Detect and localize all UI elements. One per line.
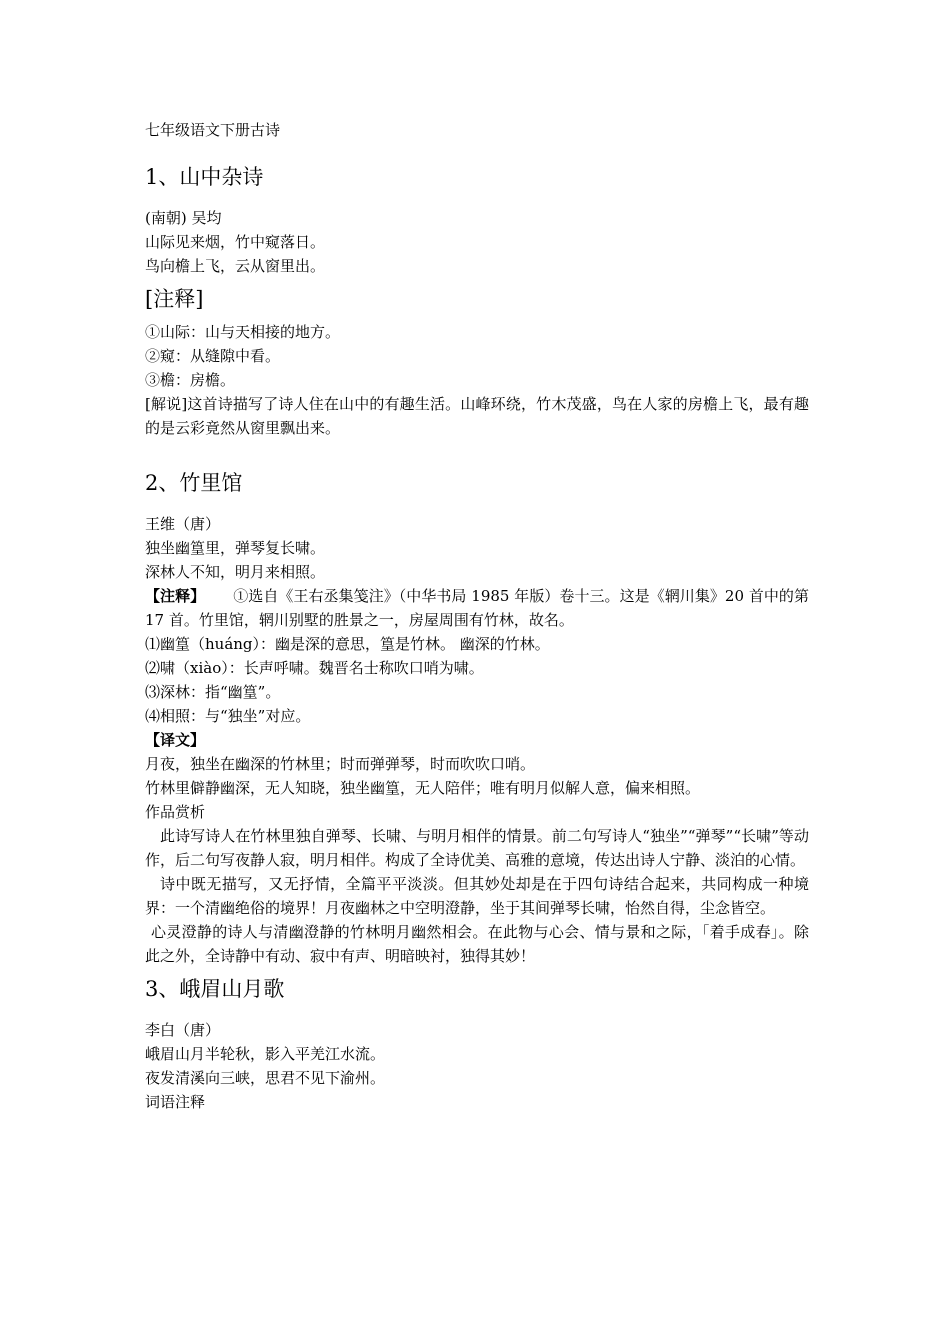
poem2-heading: 2、竹里馆 xyxy=(145,471,243,495)
poem1-author: (南朝) 吴均 xyxy=(145,209,222,227)
poem2-note: ⑴幽篁（huáng）：幽是深的意思，篁是竹林。 幽深的竹林。 xyxy=(145,635,550,653)
document-title: 七年级语文下册古诗 xyxy=(145,121,281,139)
poem1-note: ③檐：房檐。 xyxy=(145,371,236,389)
poem2-note: ⑶深林：指“幽篁”。 xyxy=(145,683,281,701)
poem3-author: 李白（唐） xyxy=(145,1021,221,1039)
poem1-line: 山际见来烟，竹中窥落日。 xyxy=(145,233,326,251)
poem2-notes-label: 【注释】 xyxy=(145,587,206,605)
poem2-appreciation-label: 作品赏析 xyxy=(145,803,206,821)
poem2-translation-line: 月夜，独坐在幽深的竹林里；时而弹弹琴，时而吹吹口哨。 xyxy=(145,755,536,773)
poem3-line: 峨眉山月半轮秋，影入平羌江水流。 xyxy=(145,1045,386,1063)
poem2-translation-line: 竹林里僻静幽深，无人知晓，独坐幽篁，无人陪伴；唯有明月似解人意，偏来相照。 xyxy=(145,779,701,797)
poem1-notes-heading: [注释] xyxy=(145,287,204,311)
poem3-vocab-label: 词语注释 xyxy=(145,1093,206,1111)
poem1-line: 鸟向檐上飞，云从窗里出。 xyxy=(145,257,326,275)
document-page xyxy=(145,118,809,1114)
poem1-explanation: [解说]这首诗描写了诗人住在山中的有趣生活。山峰环绕，竹木茂盛，鸟在人家的房檐上飞，最有趣的是云彩竟然从窗里飘出来。 xyxy=(145,395,809,437)
poem2-translation-label: 【译文】 xyxy=(145,731,206,749)
poem2-notes-intro-text: ①选自《王右丞集笺注》（中华书局 1985 年版）卷十三。这是《辋川集》20 首中的第 17 首。竹里馆，辋川别墅的胜景之一，房屋周围有竹林，故名。 xyxy=(145,587,809,629)
poem2-line: 深林人不知，明月来相照。 xyxy=(145,563,326,581)
poem1-heading: 1、山中杂诗 xyxy=(145,165,264,189)
poem2-author: 王维（唐） xyxy=(145,515,221,533)
poem3-heading: 3、峨眉山月歌 xyxy=(145,977,285,1001)
poem1-note: ①山际：山与天相接的地方。 xyxy=(145,323,341,341)
poem1-note: ②窥：从缝隙中看。 xyxy=(145,347,281,365)
poem2-notes-intro xyxy=(145,584,809,632)
poem2-note: ⑵啸（xiào）：长声呼啸。魏晋名士称吹口哨为啸。 xyxy=(145,659,484,677)
poem2-line: 独坐幽篁里，弹琴复长啸。 xyxy=(145,539,326,557)
poem2-appreciation-paragraph: 心灵澄静的诗人与清幽澄静的竹林明月幽然相会。在此物与心会、情与景和之际，「着手成春」。除此之外，全诗静中有动、寂中有声、明暗映衬，独得其妙！ xyxy=(145,923,809,965)
poem2-appreciation-paragraph: 诗中既无描写，又无抒情，全篇平平淡淡。但其妙处却是在于四句诗结合起来，共同构成一种境界：一个清幽绝俗的境界！月夜幽林之中空明澄静，坐于其间弹琴长啸，怡然自得，尘念皆空。 xyxy=(145,875,809,917)
poem2-note: ⑷相照：与“独坐”对应。 xyxy=(145,707,311,725)
poem3-line: 夜发清溪向三峡，思君不见下渝州。 xyxy=(145,1069,386,1087)
poem2-appreciation-paragraph: 此诗写诗人在竹林里独自弹琴、长啸、与明月相伴的情景。前二句写诗人“独坐”“弹琴”“长啸”等动作，后二句写夜静人寂，明月相伴。构成了全诗优美、高雅的意境，传达出诗人宁静、淡泊的心情。 xyxy=(145,827,809,869)
